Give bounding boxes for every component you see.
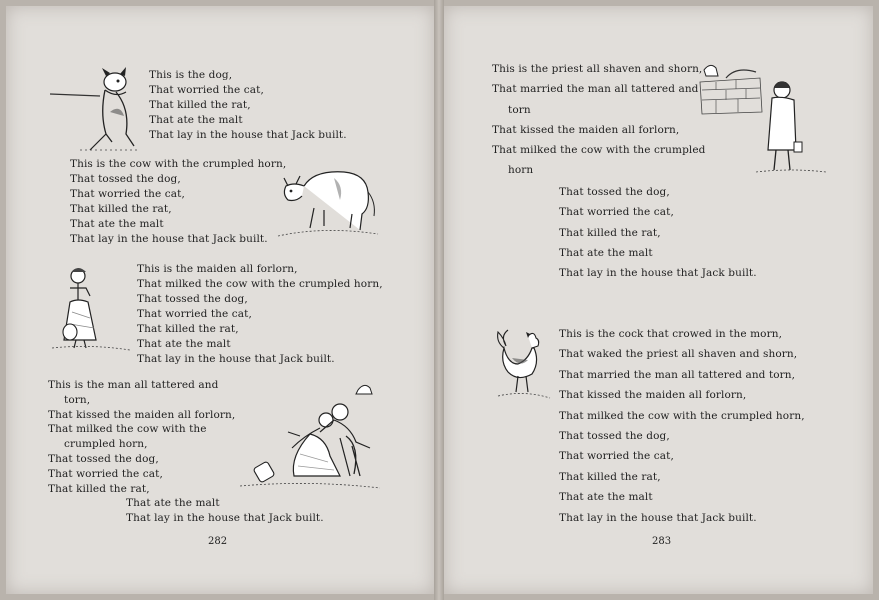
page-number-left: 282 [208, 536, 228, 547]
verse-line: That tossed the dog, [70, 173, 181, 185]
verse-line: That worried the cat, [137, 308, 252, 320]
verse-line: That lay in the house that Jack built. [559, 267, 757, 280]
cock-illustration [494, 328, 552, 404]
verse-line: This is the cock that crowed in the morn, [559, 328, 783, 340]
verse-line: That kissed the maiden all forlorn, [48, 408, 236, 421]
verse-line: That killed the rat, [70, 203, 172, 215]
verse-line: That worried the cat, [48, 467, 163, 480]
priest-illustration [696, 58, 832, 178]
verse-line: That ate the malt [149, 114, 243, 126]
man-and-maiden-illustration [230, 376, 390, 496]
verse-line: torn [508, 103, 531, 116]
verse-line: That milked the cow with the crumpled horn, [559, 409, 805, 422]
verse-line: That tossed the dog, [48, 452, 159, 465]
verse-line: This is the man all tattered and [48, 379, 219, 391]
right-page [444, 6, 873, 594]
verse-line: That tossed the dog, [559, 186, 670, 198]
verse-line: This is the priest all shaven and shorn, [492, 63, 703, 75]
stanza-cock [559, 324, 805, 528]
verse-line: This is the cow with the crumpled horn, [70, 158, 287, 170]
dog-illustration [50, 64, 146, 154]
verse-line: That kissed the maiden all forlorn, [559, 389, 747, 402]
verse-line: That killed the rat, [48, 482, 150, 495]
verse-line: That ate the malt [126, 497, 220, 510]
verse-line: That milked the cow with the crumpled horn, [137, 278, 383, 290]
maiden-illustration [50, 262, 132, 354]
verse-line: That milked the cow with the crumpled [492, 144, 706, 157]
verse-line: This is the maiden all forlorn, [137, 263, 298, 275]
verse-line: horn [508, 164, 534, 177]
verse-line: That milked the cow with the [48, 423, 207, 436]
stanza-priest [492, 59, 705, 181]
cow-illustration [274, 156, 380, 241]
verse-line: That married the man all tattered and [492, 83, 699, 96]
stanza-maiden [137, 262, 383, 367]
verse-line: That worried the cat, [149, 84, 264, 96]
verse-line: That killed the rat, [559, 226, 661, 239]
verse-line: That lay in the house that Jack built. [70, 233, 268, 245]
stanza-dog [149, 68, 347, 143]
verse-line: That ate the malt [559, 246, 653, 259]
verse-line: That married the man all tattered and torn, [559, 368, 796, 381]
verse-line: torn, [64, 393, 91, 406]
verse-line: That tossed the dog, [559, 430, 670, 443]
verse-line: That killed the rat, [137, 323, 239, 335]
verse-line: That worried the cat, [559, 450, 674, 463]
verse-line: That ate the malt [559, 491, 653, 504]
verse-line: That worried the cat, [559, 206, 674, 219]
verse-line: That lay in the house that Jack built. [149, 129, 347, 141]
verse-line: That kissed the maiden all forlorn, [492, 123, 680, 136]
verse-line: That killed the rat, [559, 470, 661, 483]
verse-line: That worried the cat, [70, 188, 185, 200]
book-gutter [434, 0, 444, 600]
verse-line: That killed the rat, [149, 99, 251, 111]
verse-line: That tossed the dog, [137, 293, 248, 305]
left-page [6, 6, 434, 594]
verse-line: That lay in the house that Jack built. [137, 353, 335, 365]
page-number-right: 283 [652, 536, 672, 547]
verse-line: That ate the malt [137, 338, 231, 350]
verse-line: This is the dog, [149, 69, 233, 81]
verse-line: crumpled horn, [64, 438, 148, 451]
verse-line: That lay in the house that Jack built. [559, 511, 757, 524]
verse-line: That waked the priest all shaven and shorn, [559, 348, 798, 361]
verse-line: That ate the malt [70, 218, 164, 230]
stanza-priest-refrain [559, 182, 757, 283]
verse-line: That lay in the house that Jack built. [126, 512, 324, 525]
stanza-cow [70, 157, 286, 247]
